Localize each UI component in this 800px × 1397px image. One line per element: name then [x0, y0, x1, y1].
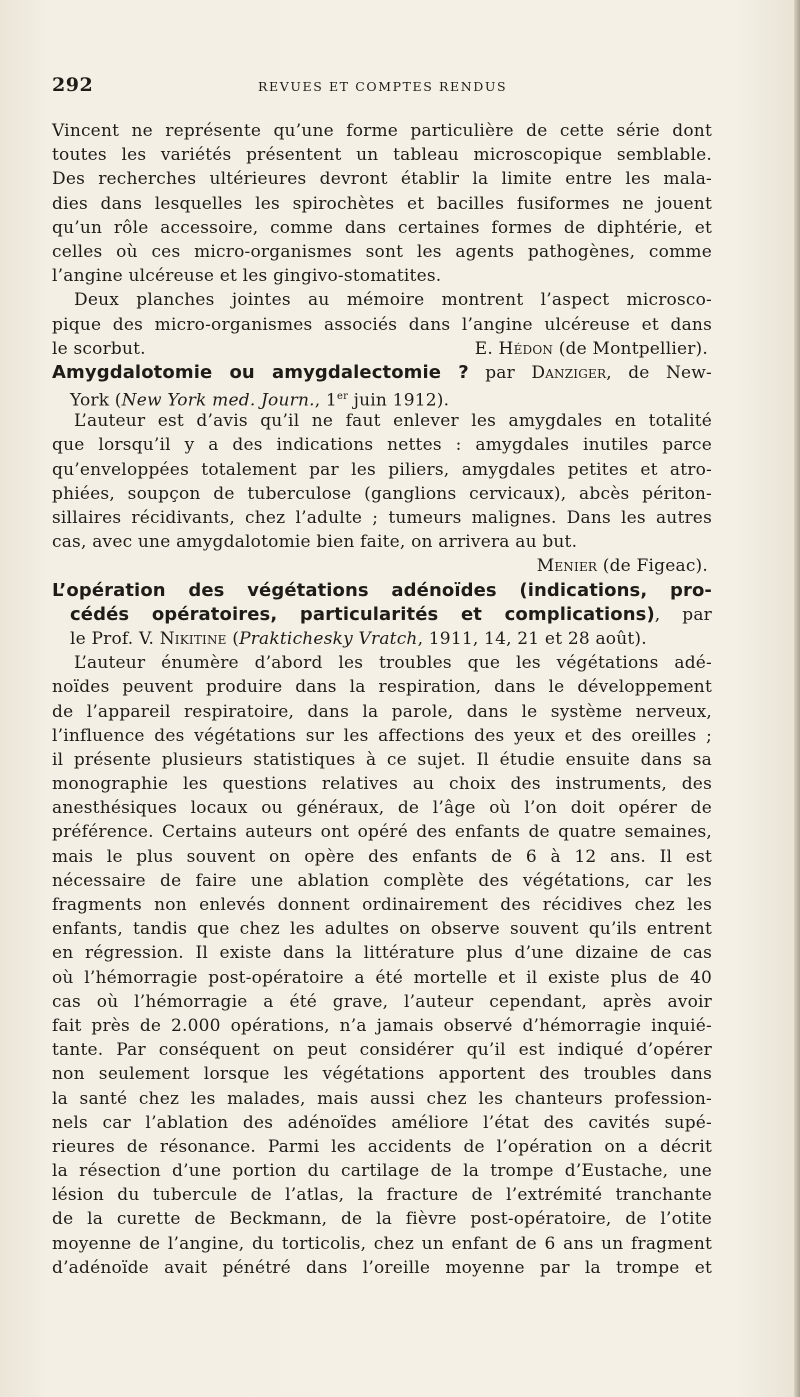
- text-line: de la curette de Beckmann, de la fièvre post-opératoire, de l’otite: [52, 1209, 712, 1230]
- text-line: il présente plusieurs statistiques à ce sujet. Il étudie ensuite dans sa: [52, 749, 712, 770]
- text-line: tante. Par conséquent on peut considérer qu’il est indiqué d’opérer: [52, 1040, 712, 1061]
- superscript: er: [336, 391, 349, 403]
- text-line: de l’appareil respiratoire, dans la parole, dans le système nerveux,: [52, 701, 712, 722]
- text-line: rieures de résonance. Parmi les accidents de l’opération on a décrit: [52, 1136, 712, 1157]
- text-line: cas où l’hémorragie a été grave, l’auteur cependant, après avoir: [52, 991, 712, 1012]
- article-author: Nikitine: [159, 628, 227, 649]
- citation-text: le Prof. V.: [70, 628, 160, 649]
- article-title: L’opération des végétations adénoïdes (indications, pro-: [52, 579, 712, 601]
- signature-place: (de Figeac).: [602, 556, 708, 577]
- citation-text: juin 1912).: [348, 390, 450, 411]
- text-line: nels car l’ablation des adénoïdes améliore l’état des cavités supé-: [52, 1112, 712, 1133]
- page-header: [52, 74, 752, 102]
- text-line: monographie les questions relatives au choix des instruments, des: [52, 774, 712, 795]
- text-line: enfants, tandis que chez les adultes on observe souvent qu’ils entrent: [52, 919, 712, 940]
- page-body: [52, 119, 712, 1280]
- author-suffix: , de New-: [606, 362, 712, 383]
- text-line: sillaires récidivants, chez l’adulte ; tumeurs malignes. Dans les autres: [52, 508, 712, 528]
- text-line: fait près de 2.000 opérations, n’a jamais observé d’hémorragie inquié-: [52, 1015, 712, 1036]
- text-line: mais le plus souvent on opère des enfants de 6 à 12 ans. Il est: [52, 846, 712, 867]
- article-amygdalotomie: [52, 361, 712, 579]
- text-line: nécessaire de faire une ablation complète des végétations, car les: [52, 870, 712, 891]
- text-line: d’adénoïde avait pénétré dans l’oreille moyenne par la trompe et: [52, 1257, 712, 1278]
- article-title: Amygdalotomie ou amygdalectomie ?: [52, 361, 469, 383]
- text-line: préférence. Certains auteurs ont opéré des enfants de quatre semaines,: [52, 822, 712, 843]
- text-line: cas, avec une amygdalotomie bien faite, on arrivera au but.: [52, 532, 578, 553]
- signature-name: Menier: [536, 556, 598, 577]
- text-line: L’auteur est d’avis qu’il ne faut enlever les amygdales en totalité: [74, 411, 712, 432]
- text-line: pique des micro-organismes associés dans l’angine ulcéreuse et dans: [52, 314, 712, 335]
- intro-paragraph-2: [52, 288, 712, 361]
- article-citation: [52, 385, 712, 409]
- article-heading: [52, 603, 712, 627]
- text-line: Des recherches ultérieures devront établir la limite entre les mala-: [52, 169, 712, 190]
- signature: [475, 337, 708, 361]
- signature: [52, 554, 712, 578]
- citation-text: York (: [70, 390, 122, 411]
- text-line: phiées, soupçon de tuberculose (ganglions cervicaux), abcès périton-: [52, 483, 712, 504]
- text-line: moyenne de l’angine, du torticolis, chez un enfant de 6 ans un fragment: [52, 1233, 712, 1254]
- text-line: celles où ces micro-organismes sont les agents pathogènes, comme: [52, 241, 712, 262]
- article-vegetations: [52, 579, 712, 1280]
- text-line: fragments non enlevés donnent ordinairement des récidives chez les: [52, 895, 712, 915]
- par-word: par: [485, 362, 515, 383]
- citation-text: (: [226, 628, 240, 649]
- text-line: noïdes peuvent produire dans la respiration, dans le développement: [52, 677, 712, 698]
- text-line: dies dans lesquelles les spirochètes et bacilles fusiformes ne jouent: [52, 193, 712, 214]
- article-author: Danziger: [531, 362, 607, 383]
- text-line: non seulement lorsque les végétations apportent des troubles dans: [52, 1064, 712, 1085]
- signature-name: E. Hédon: [474, 338, 554, 359]
- article-title: cédés opératoires, particularités et complications): [70, 603, 655, 625]
- journal-name: Praktichesky Vratch: [239, 628, 418, 649]
- text-line-with-signature: [52, 337, 712, 361]
- par-word: , par: [654, 604, 712, 625]
- text-line: L’auteur énumère d’abord les troubles que les végétations adé-: [74, 653, 712, 674]
- text-line: la santé chez les malades, mais aussi chez les chanteurs profession-: [52, 1088, 712, 1109]
- running-title: REVUES ET COMPTES RENDUS: [258, 79, 508, 94]
- text-line: en régression. Il existe dans la littérature plus d’une dizaine de cas: [52, 943, 712, 964]
- article-heading: [52, 361, 712, 385]
- text-line: la résection d’une portion du cartilage de la trompe d’Eustache, une: [52, 1161, 712, 1182]
- citation-text: , 1: [314, 390, 337, 411]
- text-line: toutes les variétés présentent un tableau microscopique semblable.: [52, 145, 712, 166]
- citation-text: , 1911, 14, 21 et 28 août).: [417, 628, 647, 649]
- text-line: qu’un rôle accessoire, comme dans certaines formes de diphtérie, et: [52, 217, 712, 238]
- text-line: l’angine ulcéreuse et les gingivo-stomatites.: [52, 266, 442, 287]
- text-line: où l’hémorragie post-opératoire a été mortelle et il existe plus de 40: [52, 967, 712, 988]
- text-line: le scorbut.: [52, 338, 146, 359]
- article-citation: [52, 627, 712, 651]
- journal-name: New York med. Journ.: [121, 390, 315, 411]
- text-line: l’influence des végétations sur les affections des yeux et des oreilles ;: [52, 725, 712, 746]
- text-line: Deux planches jointes au mémoire montrent l’aspect microsco-: [74, 290, 712, 311]
- signature-place: (de Montpellier).: [558, 338, 708, 359]
- page-edge-shadow: [794, 0, 800, 1397]
- text-line: Vincent ne représente qu’une forme particulière de cette série dont: [52, 121, 712, 141]
- text-line: que lorsqu’il y a des indications nettes : amygdales inutiles parce: [52, 435, 712, 456]
- text-line: anesthésiques locaux ou généraux, de l’âge où l’on doit opérer de: [52, 798, 712, 819]
- page-number: 292: [52, 74, 94, 96]
- intro-paragraph: [52, 119, 712, 288]
- text-line: qu’enveloppées totalement par les piliers, amygdales petites et atro-: [52, 459, 712, 480]
- text-line: lésion du tubercule de l’atlas, la fracture de l’extrémité tranchante: [52, 1185, 712, 1206]
